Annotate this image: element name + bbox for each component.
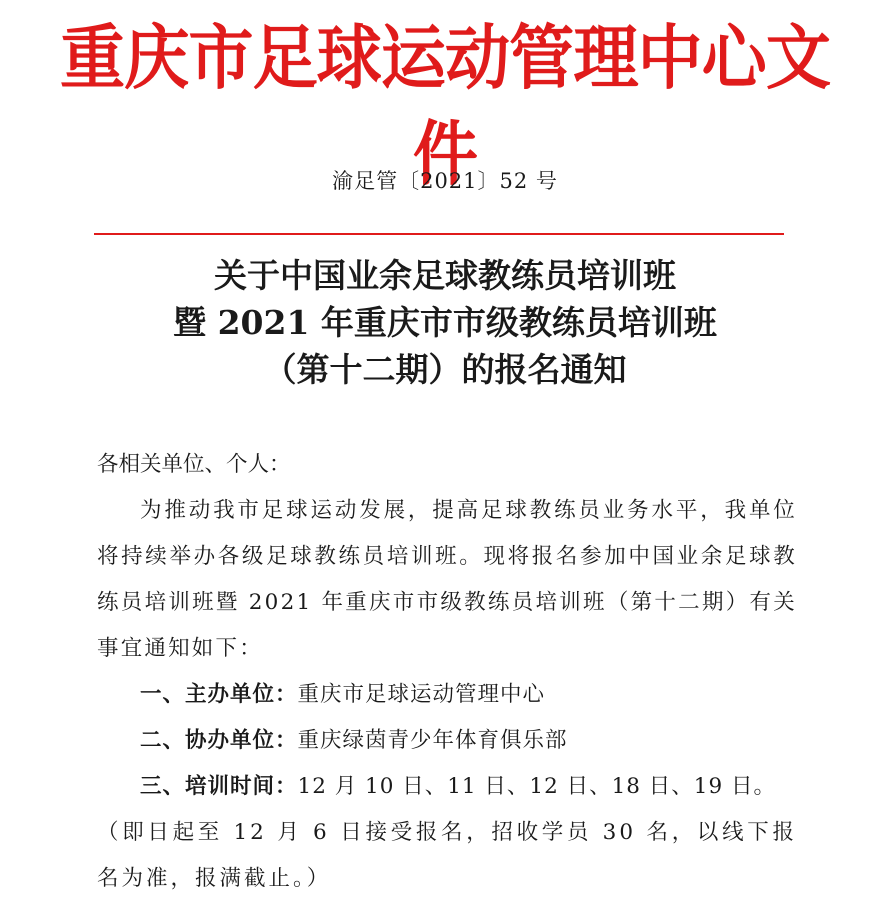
- document-number: 渝足管〔2021〕52 号: [332, 169, 558, 193]
- item-training-time: [97, 764, 797, 810]
- notice-title: [0, 252, 890, 393]
- item-value: 重庆市足球运动管理中心: [297, 682, 546, 707]
- masthead-title: 重庆市足球运动管理中心文件: [59, 17, 831, 195]
- item-value: 12 月 10 日、11 日、12 日、18 日、19 日。: [297, 774, 777, 799]
- intro-paragraph: 为推动我市足球运动发展，提高足球教练员业务水平，我单位将持续举办各级足球教练员培训班。现将报名参加中国业余足球教练员培训班暨 2021 年重庆市市级教练员培训班（第十二期）有关事宜通知如下：: [97, 498, 797, 661]
- title-line-1: 关于中国业余足球教练员培训班: [214, 256, 676, 295]
- title-line-2: 暨 2021 年重庆市市级教练员培训班: [173, 303, 717, 342]
- title-line-3: （第十二期）的报名通知: [263, 350, 627, 389]
- item-organizer: [97, 672, 797, 718]
- notice-body: [97, 442, 797, 902]
- registration-note: （即日起至 12 月 6 日接受报名，招收学员 30 名，以线下报名为准，报满截止。）: [97, 820, 797, 891]
- red-divider-line: [94, 233, 784, 235]
- item-value: 重庆绿茵青少年体育俱乐部: [297, 728, 568, 753]
- item-label: 二、协办单位：: [140, 728, 298, 753]
- salutation: 各相关单位、个人：: [97, 452, 291, 477]
- item-label: 三、培训时间：: [140, 774, 298, 799]
- item-label: 一、主办单位：: [140, 682, 298, 707]
- item-co-organizer: [97, 718, 797, 764]
